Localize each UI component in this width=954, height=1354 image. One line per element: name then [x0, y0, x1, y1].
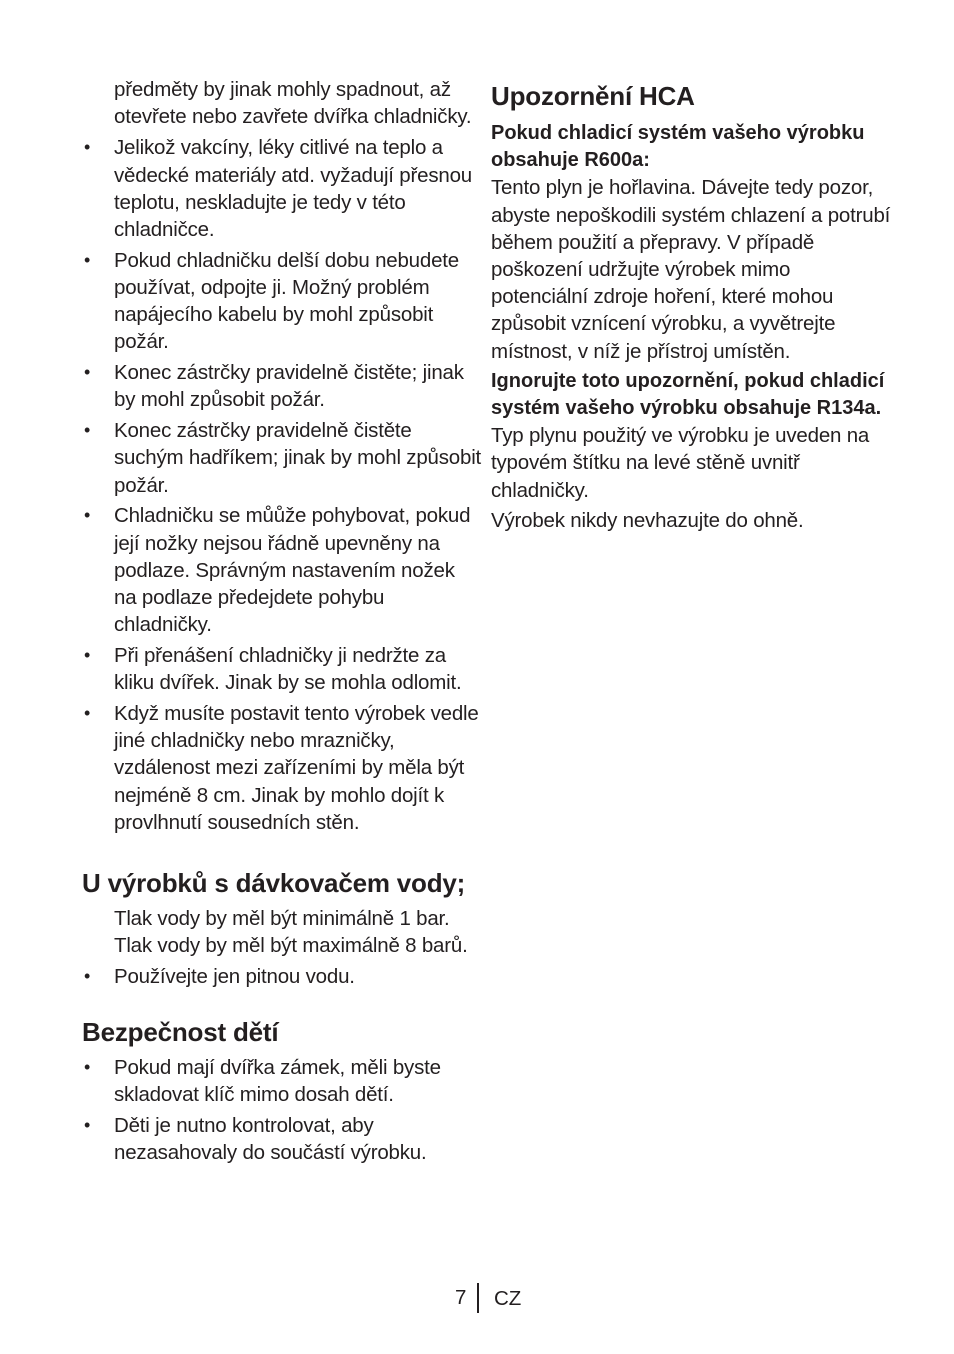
r134a-notice: Ignorujte toto upozornění, pokud chladicí systém vašeho výrobku obsahuje R134a. — [491, 369, 885, 420]
footer-divider — [477, 1283, 479, 1313]
right-column — [491, 76, 891, 537]
left-column — [82, 76, 482, 1170]
list-item: • Pokud chladničku delší dobu nebudete používat, odpojte ji. Možný problém napájecího kabelu by mohl způsobit požár. — [84, 248, 459, 354]
page-number: 7 — [455, 1286, 467, 1309]
bullet-icon: • — [84, 420, 91, 441]
fire-warning-text: Výrobek nikdy nevhazujte do ohně. — [491, 508, 804, 532]
list-item: • Chladničku se můůže pohybovat, pokud její nožky nejsou řádně upevněny na podlaze. Správným nastavením nožek na podlaze předejdete pohybu chladničky. — [84, 504, 471, 637]
list-item: • Pokud mají dvířka zámek, měli byste skladovat klíč mimo dosah dětí. — [84, 1055, 441, 1106]
water-pressure-text: Tlak vody by měl být minimálně 1 bar. Tlak vody by měl být maximálně 8 barů. — [114, 907, 468, 958]
water-dispenser-heading: U výrobků s dávkovačem vody; — [82, 868, 466, 899]
list-item: • Konec zástrčky pravidelně čistěte suchým hadříkem; jinak by mohl způsobit požár. — [84, 419, 482, 497]
intro-continuation: předměty by jinak mohly spadnout, až otevřete nebo zavřete dvířka chladničky. — [114, 78, 472, 129]
page-footer — [0, 1283, 954, 1315]
bullet-icon: • — [84, 137, 91, 158]
bullet-icon: • — [84, 1114, 91, 1135]
bullet-icon: • — [84, 645, 91, 666]
list-item: • Jelikož vakcíny, léky citlivé na teplo a vědecké materiály atd. vyžadují přesnou teplotu, neskladujte je tedy v této chladničce. — [84, 136, 472, 242]
hca-warning-heading: Upozornění HCA — [491, 81, 695, 111]
list-item: • Když musíte postavit tento výrobek vedle jiné chladničky nebo mrazničky, vzdálenost mezi zařízeními by měla být nejméně 8 cm. Jinak by mohlo dojít k provlhnutí sousedních stěn. — [84, 702, 479, 834]
water-bullet-list — [82, 963, 482, 990]
r600a-notice: Pokud chladicí systém vašeho výrobku obsahuje R600a: — [491, 122, 865, 172]
list-item: • Používejte jen pitnou vodu. — [82, 963, 482, 990]
safety-bullet-list — [82, 134, 482, 836]
list-item: • Děti je nutno kontrolovat, aby nezasahovaly do součástí výrobku. — [84, 1113, 427, 1164]
bullet-icon: • — [84, 249, 91, 270]
language-code: CZ — [494, 1287, 522, 1310]
bullet-icon: • — [84, 966, 91, 987]
r600a-text: Tento plyn je hořlavina. Dávejte tedy pozor, abyste nepoškodili systém chlazení a potrubí během použití a přepravy. V případě poškození udržujte výrobek mimo potenciální zdroje hoření, které mohou způsobit vznícení výrobku, a vyvětrejte místnost, v níž je přístroj umístěn. — [491, 176, 891, 363]
child-safety-bullet-list — [82, 1054, 482, 1166]
list-item: • Při přenášení chladničky ji nedržte za kliku dvířek. Jinak by se mohla odlomit. — [84, 644, 462, 695]
bullet-icon: • — [84, 505, 91, 526]
bullet-icon: • — [84, 1056, 91, 1077]
child-safety-heading: Bezpečnost dětí — [82, 1016, 279, 1047]
bullet-icon: • — [84, 362, 91, 383]
list-item: • Konec zástrčky pravidelně čistěte; jinak by mohl způsobit požár. — [84, 361, 464, 412]
gas-type-text: Typ plynu použitý ve výrobku je uveden na typovém štítku na levé stěně uvnitř chladničky. — [491, 424, 870, 502]
bullet-icon: • — [84, 703, 91, 724]
